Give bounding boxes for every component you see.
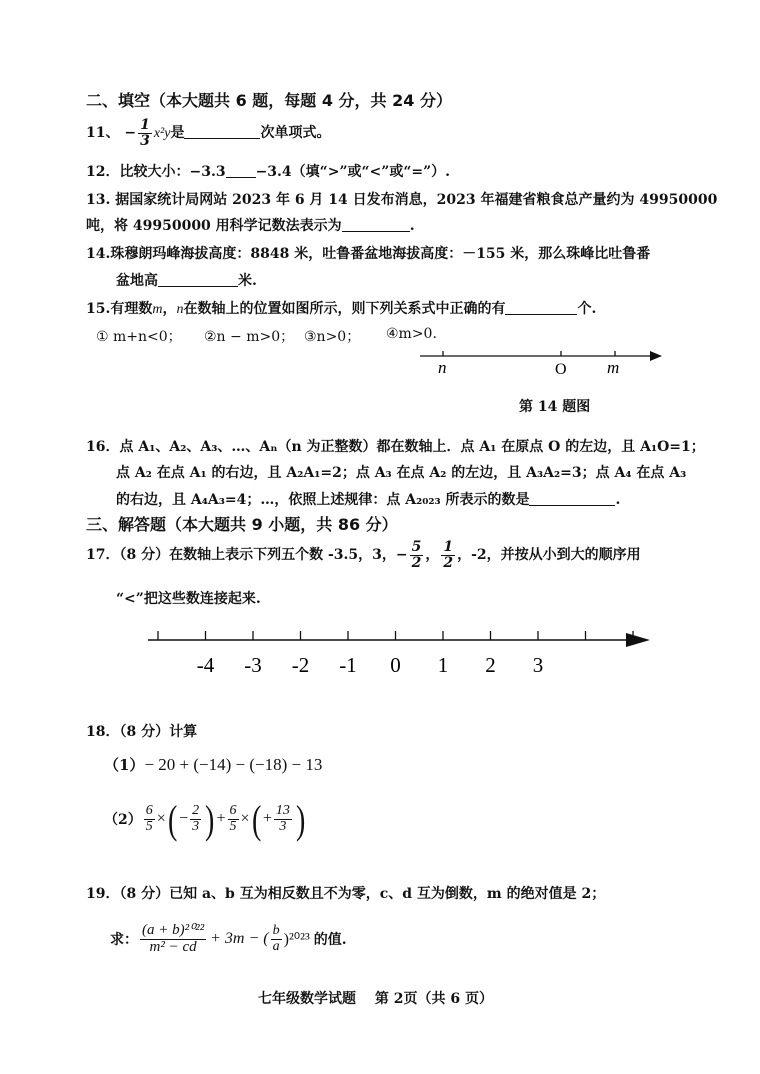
q11-after: 次单项式。: [260, 125, 331, 142]
q19-end: 的值.: [313, 932, 347, 948]
q19-frac-ba: [271, 924, 282, 954]
q13-line2: [86, 215, 415, 235]
q11-blank[interactable]: [184, 124, 260, 139]
q17-tick-label: 2: [485, 653, 496, 677]
section2-heading: 二、填空（本大题共 6 题，每题 4 分，共 24 分）: [86, 91, 452, 110]
q18-paren-open-1: (: [167, 796, 178, 842]
q12: [86, 161, 450, 181]
q16-line1: 16．点 A₁、A₂、A₃、…、Aₙ（n 为正整数）都在数轴上．点 A₁ 在原点 O 的左边，且 A₁O=1；: [86, 439, 705, 455]
q15-option-1: ① m+n<0；: [96, 329, 182, 345]
q15-n: n: [176, 302, 184, 317]
q19-tail: )²⁰²³: [283, 931, 310, 948]
q18-p2-label: （2）: [104, 812, 142, 828]
q13-blank[interactable]: [342, 217, 410, 232]
q17-ticks: [158, 631, 633, 640]
q18-b-den: 3: [192, 818, 200, 834]
q17-line1a: 17．（8 分）在数轴上表示下列五个数 -3.5，3，−: [86, 547, 408, 564]
q12-blank[interactable]: [226, 163, 256, 178]
q19-num: (a + b)²⁰²²: [142, 921, 205, 938]
q13-line2b: .: [409, 218, 415, 234]
q11-number: 11、: [86, 125, 120, 142]
q18-a-den: 5: [145, 818, 153, 834]
q15-axis-m: m: [607, 358, 620, 377]
q15-line1b: 在数轴上的位置如图所示，则下列关系式中正确的有: [183, 301, 506, 317]
q19-line1: 19．（8 分）已知 a、b 互为相反数且不为零，c、d 互为倒数，m 的绝对值是 2；: [86, 886, 606, 902]
q18-frac-a: [144, 804, 155, 834]
q17-tick-label: -4: [196, 653, 215, 677]
q17-tick-label: -3: [244, 653, 262, 677]
q13-line2a: 吨，将 49950000 用科学记数法表示为: [86, 218, 342, 234]
q17-tick-label: 1: [437, 653, 449, 677]
q14-line2b: 米.: [238, 273, 257, 289]
q19-mid: + 3m − (: [210, 930, 269, 947]
q18-d-sign: +: [262, 810, 272, 827]
q17-line1b: ，-2，并按从小到大的顺序用: [457, 547, 641, 564]
q18-frac-c: [228, 804, 239, 834]
q19-a: a: [272, 938, 280, 954]
q17-f1-den: 2: [411, 554, 422, 571]
q15-caption: 第 14 题图: [519, 399, 591, 415]
q18-paren-open-2: (: [251, 796, 261, 842]
q18-b-num: 2: [192, 802, 200, 818]
q11-coef-den: 3: [140, 132, 150, 149]
q17-tick-label: -2: [291, 653, 310, 677]
q16-line2: 点 A₂ 在点 A₁ 的右边，且 A₂A₁=2；点 A₃ 在点 A₂ 的左边，且 A₃A₂=3；点 A₄ 在点 A₃: [116, 465, 687, 481]
q17-frac-5-2: [410, 540, 424, 570]
q17-tick-label: 0: [390, 653, 401, 677]
q15-m: m: [152, 302, 163, 317]
q12-text-a: 12．比较大小：−3.3: [86, 164, 226, 180]
q15-line1: [86, 298, 596, 318]
q15-axis-origin: O: [555, 361, 567, 378]
q17-tick-labels: [197, 653, 544, 677]
q15-sep: ，: [162, 301, 177, 317]
q11-sign: −: [124, 125, 137, 142]
q17-mid: ，: [425, 547, 440, 564]
q16-line3a: 的右边，且 A₄A₃=4；…，依照上述规律：点 A₂₀₂₃ 所表示的数是: [116, 492, 530, 508]
q15-option-3: ③n>0；: [304, 329, 361, 345]
q17-f2-den: 2: [443, 554, 454, 571]
q14-line1: 14.珠穆朗玛峰海拔高度：8848 米，吐鲁番盆地海拔高度：－155 米，那么珠峰比吐鲁番: [86, 246, 651, 262]
q15-line1c: 个.: [577, 301, 597, 317]
q19-frac-main: [140, 923, 206, 956]
q14-line2a: 盆地高: [116, 273, 158, 289]
q17-number-line: [140, 624, 660, 684]
q11-coef-num: 1: [140, 117, 150, 133]
q12-text-b: −3.4（填“>”或“<”或“=”）.: [255, 164, 451, 180]
q18-title: 18．（8 分）计算: [86, 724, 198, 740]
q18-frac-d: [274, 804, 292, 834]
q15-axis-n: n: [438, 358, 447, 377]
q18-paren-close-1: ): [205, 796, 215, 842]
q18-d-num: 13: [275, 802, 290, 818]
q18-part2: [104, 794, 307, 844]
q14-line2: [116, 270, 257, 290]
q11: [86, 118, 330, 148]
q18-part1: [104, 754, 322, 775]
q16-blank[interactable]: [529, 491, 615, 506]
section3-heading: 三、解答题（本大题共 9 小题，共 86 分）: [86, 515, 398, 534]
q19-ask: 求：: [110, 932, 138, 948]
q18-plus: +: [216, 810, 226, 827]
q11-coef: [138, 118, 152, 148]
q17-line1: [86, 540, 641, 570]
q15-line1a: 15.有理数: [86, 301, 153, 317]
q14-blank[interactable]: [158, 272, 238, 287]
page-footer: 七年级数学试题 第 2页（共 6 页）: [258, 991, 493, 1007]
q17-tick-label: 3: [532, 653, 544, 677]
q18-a-num: 6: [145, 802, 153, 818]
q19-b: b: [272, 922, 280, 938]
q16-line3: [116, 489, 620, 509]
q18-c-num: 6: [229, 802, 237, 818]
q19-expression: [110, 916, 347, 962]
q17-f2-num: 1: [443, 539, 454, 555]
q17-line2: “<”把这些数连接起来.: [116, 591, 261, 607]
q15-option-4: ④m>0.: [386, 326, 437, 342]
q18-b-sign: −: [179, 810, 189, 827]
q17-tick-label: -1: [339, 653, 357, 677]
q11-before: 是: [170, 125, 185, 142]
q18-frac-b: [190, 804, 201, 834]
q18-p1-label: （1）: [104, 756, 145, 774]
q18-d-den: 3: [279, 818, 287, 834]
q18-paren-close-2: ): [295, 796, 306, 842]
q18-times-1: ×: [156, 810, 166, 827]
q18-times-2: ×: [240, 810, 250, 827]
q19-den: m² − cd: [149, 938, 197, 955]
q18-c-den: 5: [229, 818, 237, 834]
q13-line1: 13. 据国家统计局网站 2023 年 6 月 14 日发布消息，2023 年福建省粮食总产量约为 49950000: [86, 192, 718, 208]
q17-f1-num: 5: [411, 539, 422, 555]
q11-expr: x²y: [153, 126, 171, 142]
q17-frac-1-2: [441, 540, 455, 570]
q15-option-2: ②n − m>0；: [204, 329, 295, 345]
q16-line3b: .: [615, 492, 621, 508]
q18-p1-expr: − 20 + (−14) − (−18) − 13: [144, 755, 323, 774]
q15-number-line: [410, 340, 670, 380]
q15-blank[interactable]: [505, 300, 577, 315]
